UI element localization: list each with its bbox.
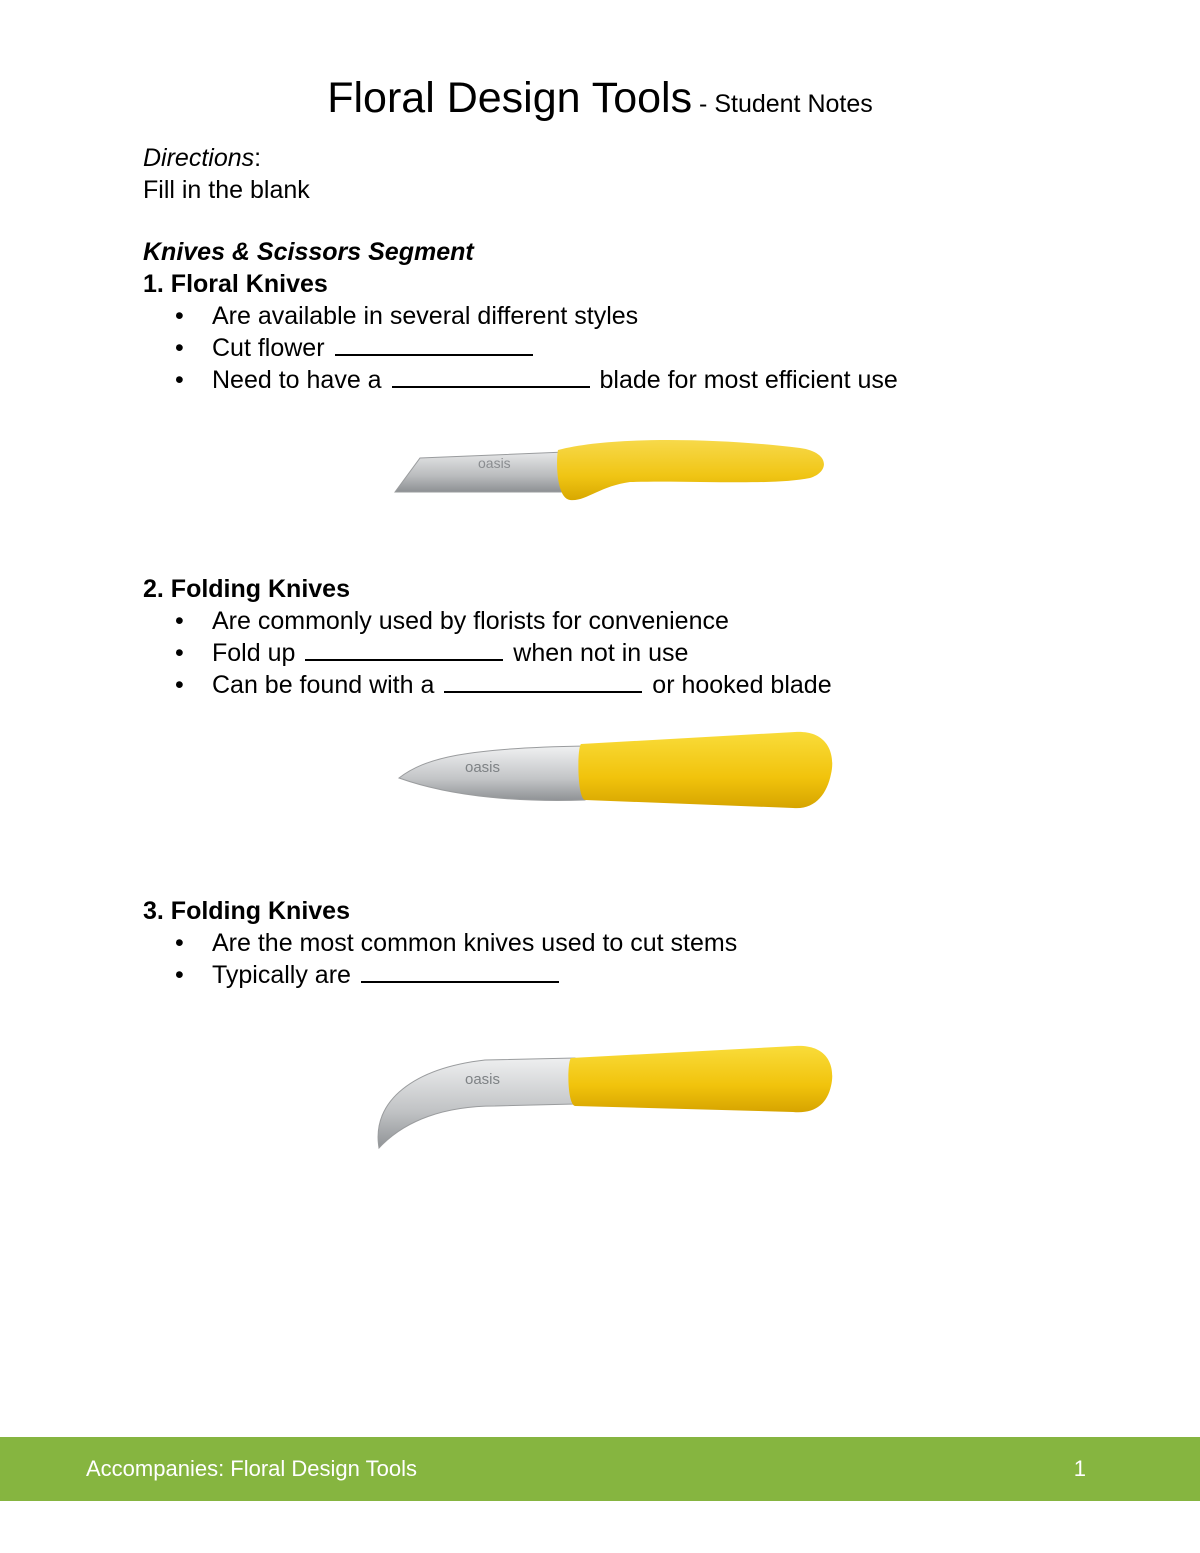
bullet-list <box>143 927 737 991</box>
list-item: • Cut flower <box>143 332 898 364</box>
section-folding-knives-2 <box>143 895 737 991</box>
knife-handle <box>568 1046 832 1112</box>
knife-handle <box>557 440 824 500</box>
page-title <box>0 74 1200 123</box>
brand-logo: oasis <box>465 1071 501 1088</box>
knife-handle <box>578 732 832 808</box>
segment-heading: Knives & Scissors Segment <box>143 238 474 266</box>
list-item: • Are commonly used by florists for convenience <box>175 607 729 635</box>
fill-blank[interactable] <box>361 959 559 983</box>
section-heading: 2. Folding Knives <box>143 575 350 603</box>
section-heading: 1. Floral Knives <box>143 270 328 298</box>
section-floral-knives <box>143 268 898 396</box>
title-main: Floral Design Tools <box>327 74 693 122</box>
bullet-list <box>143 300 898 396</box>
footer-text: Accompanies: Floral Design Tools <box>86 1456 417 1481</box>
fill-blank[interactable] <box>305 637 503 661</box>
section-folding-knives-1 <box>143 573 832 701</box>
folding-knife-image <box>395 728 835 812</box>
list-item: • Are available in several different styles <box>175 302 639 330</box>
page-number: 1 <box>1073 1456 1086 1481</box>
list-item: • Are the most common knives used to cut stems <box>175 929 738 957</box>
fill-blank[interactable] <box>335 332 533 356</box>
page-footer <box>0 1437 1200 1501</box>
directions-text: Fill in the blank <box>143 176 310 204</box>
bullet-list <box>143 605 832 701</box>
list-item: • Fold up when not in use <box>175 639 689 667</box>
brand-logo: oasis <box>478 455 511 471</box>
list-item: • Need to have a blade for most efficient use <box>175 366 898 394</box>
title-subtitle: - Student Notes <box>692 90 873 118</box>
floral-knife-image <box>390 430 830 510</box>
fill-blank[interactable] <box>444 669 642 693</box>
brand-logo: oasis <box>465 759 501 776</box>
fill-blank[interactable] <box>392 364 590 388</box>
hooked-knife-image <box>375 1040 835 1152</box>
list-item: • Can be found with a or hooked blade <box>175 671 832 699</box>
list-item: • Typically are <box>143 959 737 991</box>
section-heading: 3. Folding Knives <box>143 897 350 925</box>
directions-label: Directions: <box>143 144 262 172</box>
